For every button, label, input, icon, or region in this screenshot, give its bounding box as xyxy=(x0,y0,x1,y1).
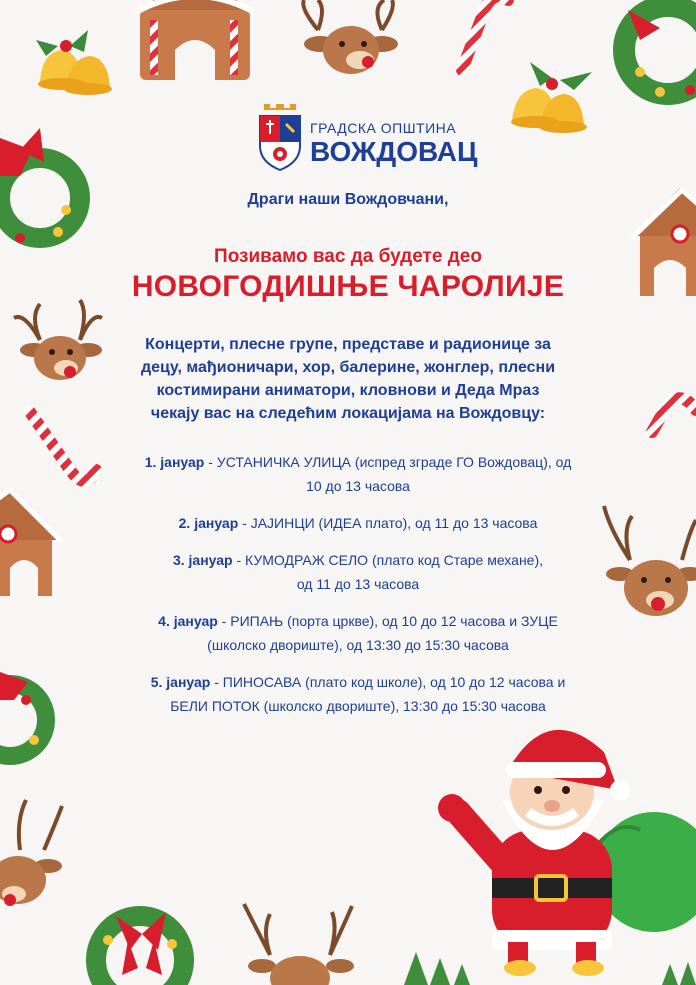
intro-line: Концерти, плесне групе, представе и радионице за xyxy=(145,336,551,353)
wreath-icon xyxy=(624,6,696,97)
intro-paragraph xyxy=(108,333,588,425)
municipality-logo xyxy=(258,104,478,176)
headline: НОВОГОДИШЊЕ ЧАРОЛИЈЕ xyxy=(131,270,565,303)
reindeer-icon xyxy=(14,300,102,380)
candy-cane-icon xyxy=(462,0,508,70)
event-item xyxy=(118,548,598,596)
event-location: - ЈАЈИНЦИ (ИДЕА плато), од 11 до 13 часова xyxy=(238,515,538,531)
intro-line: костимирани аниматори, кловнови и Деда Мраз xyxy=(156,382,540,399)
event-date: 5. јануар xyxy=(150,674,211,690)
logo-title: ВОЖДОВАЦ xyxy=(310,136,478,167)
event-time: од 11 до 13 часова xyxy=(296,576,420,592)
reindeer-icon xyxy=(0,800,62,906)
candy-cane-icon xyxy=(30,412,96,481)
reindeer-icon xyxy=(604,506,696,616)
event-time: БЕЛИ ПОТОК (школско двориште), 13:30 до 15:30 часова xyxy=(170,698,546,714)
santa-claus-icon xyxy=(438,730,696,976)
event-location: - ПИНОСАВА (плато код школе), од 10 до 12 часова и xyxy=(210,674,566,690)
event-date: 2. јануар xyxy=(178,515,239,531)
wreath-icon xyxy=(0,672,46,756)
event-location: - КУМОДРАЖ СЕЛО (плато код Старе механе), xyxy=(232,552,544,568)
tree-icon xyxy=(404,952,696,985)
wreath-icon xyxy=(0,128,80,243)
gingerbread-house-icon xyxy=(0,490,62,596)
event-time: 10 до 13 часова xyxy=(306,478,410,494)
bell-icon xyxy=(511,62,592,133)
intro-line: децу, мађионичари, хор, балерине, жонглер, плесни xyxy=(140,359,556,376)
event-list xyxy=(118,450,598,731)
candy-cane-icon xyxy=(652,398,696,432)
greeting: Драги наши Вождовчани, xyxy=(247,191,449,208)
event-item xyxy=(118,609,598,657)
intro-line: чекају вас на следећим локацијама на Вождовцу: xyxy=(150,405,546,422)
logo-subtitle: ГРАДСКА ОПШТИНА xyxy=(310,120,457,136)
event-date: 1. јануар xyxy=(144,454,205,470)
gingerbread-house-icon xyxy=(136,0,254,80)
event-location: - УСТАНИЧКА УЛИЦА (испред зграде ГО Вождовац), од xyxy=(204,454,572,470)
wreath-icon xyxy=(96,912,184,985)
event-item xyxy=(118,511,598,535)
reindeer-icon xyxy=(303,0,398,74)
bell-icon xyxy=(36,30,112,95)
coat-of-arms-icon xyxy=(258,104,302,172)
event-date: 4. јануар xyxy=(158,613,218,629)
event-location: - РИПАЊ (порта цркве), од 10 до 12 часова и ЗУЦЕ xyxy=(217,613,558,629)
event-item xyxy=(118,670,598,718)
event-time: (школско двориште), од 13:30 до 15:30 часова xyxy=(207,637,509,653)
event-date: 3. јануар xyxy=(172,552,233,568)
invite-line: Позивамо вас да будете део xyxy=(214,246,482,267)
event-item xyxy=(118,450,598,498)
reindeer-icon xyxy=(244,904,354,985)
